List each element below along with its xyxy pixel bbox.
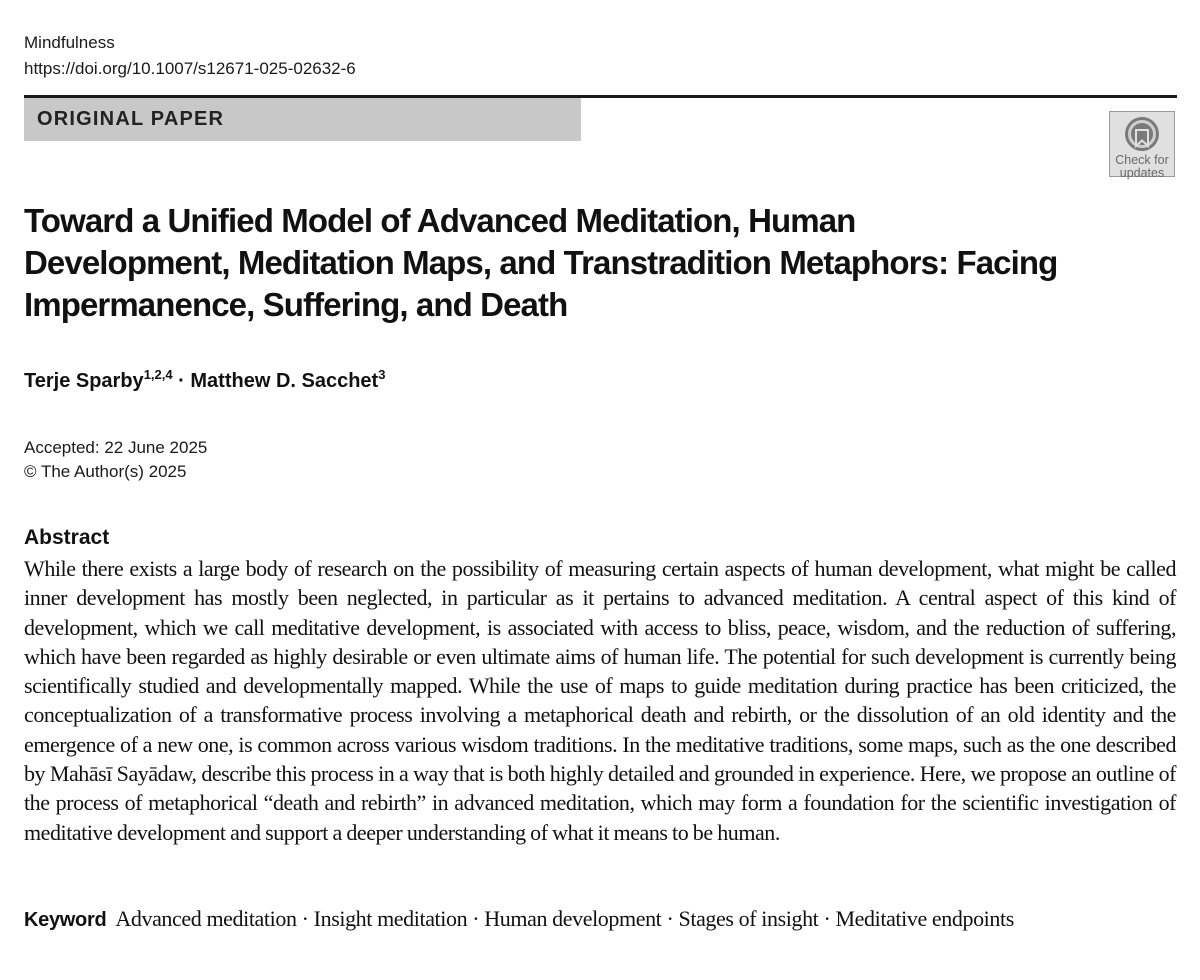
author-name[interactable]: Terje Sparby [24,370,144,392]
paper-type-band: ORIGINAL PAPER [24,98,581,141]
author-name[interactable]: Matthew D. Sacchet [190,370,379,392]
check-for-updates-button[interactable] [1109,111,1175,180]
author-list [24,366,385,398]
keywords-label: Keyword [24,909,107,931]
author-affiliations: 3 [378,367,386,382]
paper-title [24,200,1174,326]
copyright-notice: © The Author(s) 2025 [24,462,187,481]
title-line-1: Toward a Unified Model of Advanced Meditation, Human [24,202,856,239]
title-line-2: Development, Meditation Maps, and Transtradition Metaphors: Facing [24,244,1058,281]
journal-name: Mindfulness [24,33,115,52]
crossmark-icon [1123,115,1161,153]
keywords-line [24,904,1014,937]
accepted-date: Accepted: 22 June 2025 [24,438,208,457]
check-for-updates-label-1: Check for [1115,153,1169,167]
publication-dates [24,436,207,484]
check-for-updates-label-2: updates [1119,166,1165,180]
author-affiliations: 1,2,4 [143,367,173,382]
journal-header [24,30,356,82]
doi-link[interactable]: https://doi.org/10.1007/s12671-025-02632-6 [24,59,356,78]
abstract-text: While there exists a large body of research on the possibility of measuring certain aspects of human development, what might be called inner development has mostly been neglected, in particular as it pertains to advanced meditation. A central aspect of this kind of development, which we call meditative development, is associated with access to bliss, peace, wisdom, and the reduction of suffering, which have been regarded as highly desirable or even ultimate aims of human life. The potential for such development is currently being scientifically studied and developmentally mapped. While the use of maps to guide meditation during practice has been criticized, the conceptualization of a transformative process involving a metaphorical death and rebirth, or the dissolution of an old identity and the emergence of a new one, is common across various wisdom traditions. In the meditative traditions, some maps, such as the one described by Mahāsī Sayādaw, describe this process in a way that is both highly detailed and grounded in experience. Here, we propose an outline of the process of metaphorical “death and rebirth” in advanced meditation, which may form a foundation for the scientific investigation of meditative development and support a deeper understanding of what it means to be human. [24,556,1176,845]
author-separator: · [172,370,191,392]
title-line-3: Impermanence, Suffering, and Death [24,286,568,323]
abstract-heading: Abstract [24,526,110,549]
keywords-list: Advanced meditation · Insight meditation · Human development · Stages of insight · Meditative endpoints [115,906,1014,931]
